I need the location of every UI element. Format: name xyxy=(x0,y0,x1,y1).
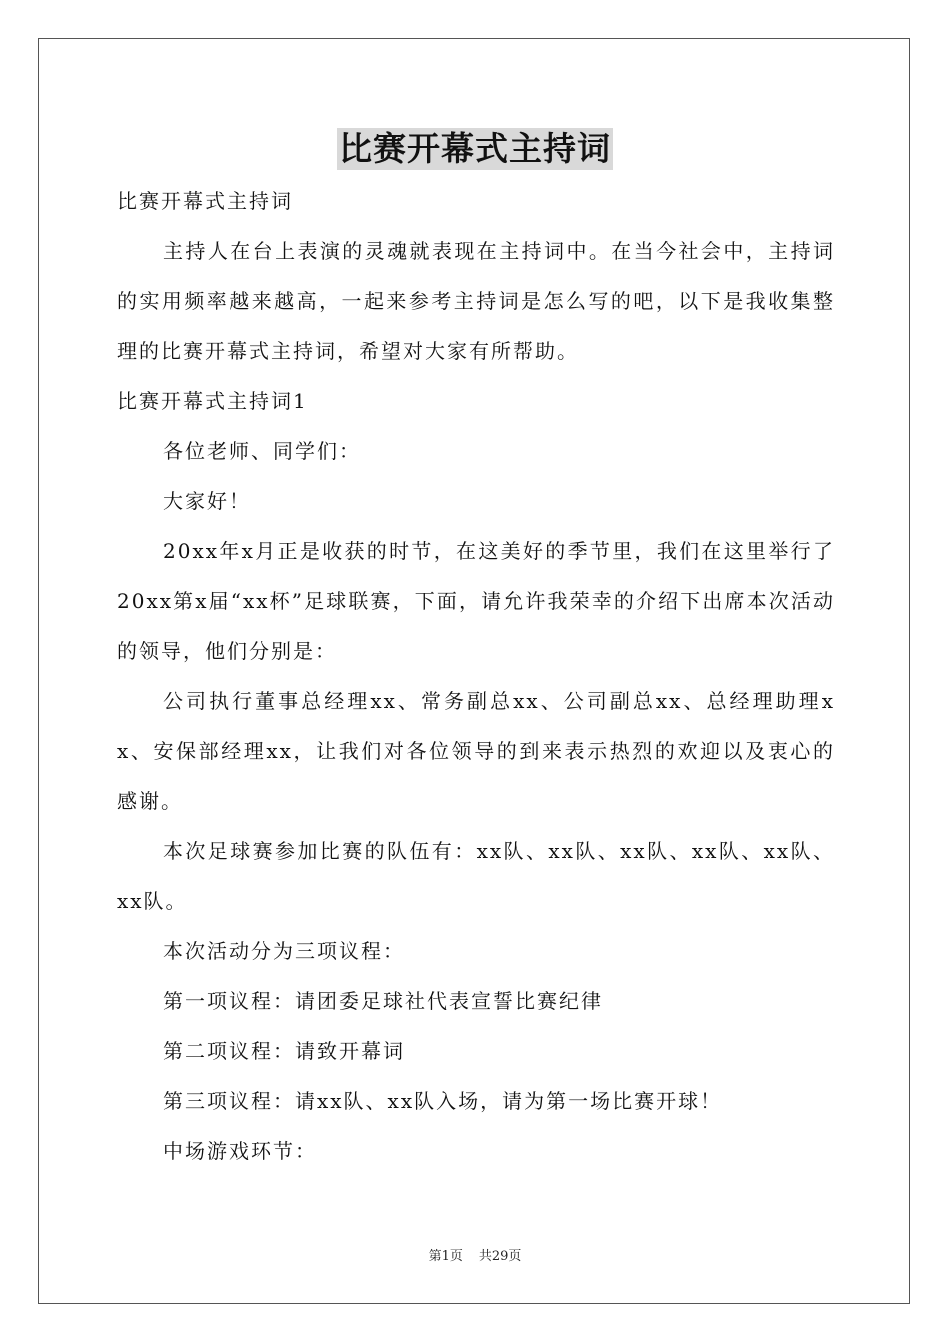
document-body xyxy=(117,176,835,1176)
paragraph-intro: 主持人在台上表演的灵魂就表现在主持词中。在当今社会中，主持词的实用频率越来越高，一起来参考主持词是怎么写的吧，以下是我收集整理的比赛开幕式主持词，希望对大家有所帮助。 xyxy=(117,239,835,363)
paragraph-agenda-intro: 本次活动分为三项议程： xyxy=(163,939,405,963)
document-title: 比赛开幕式主持词 xyxy=(339,129,611,168)
paragraph-hello: 大家好！ xyxy=(163,489,251,513)
page-total: 共29页 xyxy=(478,1249,522,1264)
section-heading: 比赛开幕式主持词1 xyxy=(117,389,308,413)
paragraph-subtitle: 比赛开幕式主持词 xyxy=(117,189,293,213)
paragraph-greeting: 各位老师、同学们： xyxy=(163,439,361,463)
paragraph-agenda-1: 第一项议程：请团委足球社代表宣誓比赛纪律 xyxy=(163,989,603,1013)
page-number: 第1页 xyxy=(428,1249,463,1264)
paragraph-halftime: 中场游戏环节： xyxy=(163,1139,317,1163)
page-footer xyxy=(0,1248,950,1266)
paragraph-leaders: 公司执行董事总经理xx、常务副总xx、公司副总xx、总经理助理xx、安保部经理xx，让我们对各位领导的到来表示热烈的欢迎以及衷心的感谢。 xyxy=(117,689,835,813)
paragraph-teams: 本次足球赛参加比赛的队伍有：xx队、xx队、xx队、xx队、xx队、xx队。 xyxy=(117,839,835,913)
paragraph-event-intro: 20xx年x月正是收获的时节，在这美好的季节里，我们在这里举行了20xx第x届“xx杯”足球联赛，下面，请允许我荣幸的介绍下出席本次活动的领导，他们分别是： xyxy=(117,539,835,663)
paragraph-agenda-3: 第三项议程：请xx队、xx队入场，请为第一场比赛开球！ xyxy=(163,1089,723,1113)
paragraph-agenda-2: 第二项议程：请致开幕词 xyxy=(163,1039,405,1063)
document-title-block xyxy=(0,128,950,170)
